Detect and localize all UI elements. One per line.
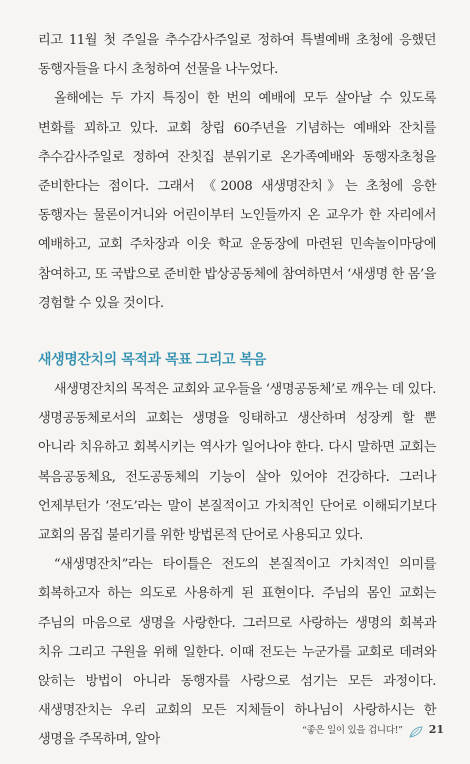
footer-tagline: “좋은 일이 있을 겁니다!” (302, 725, 403, 736)
body-paragraph: 올해에는 두 가지 특징이 한 번의 예배에 모두 살아날 수 있도록 변화를 꾀하고 있다. 교회 창립 60주년을 기념하는 예배와 잔치를 추수감사주일로 정하여 잔칫집 분위기로 온가족예배와 동행자초청을 준비한다는 점이다. 그래서 《2008 새생명잔치》는 초청에 응한 동행자는 물론이거니와 어린이부터 노인들까지 온 교우가 한 자리에서 예배하고, 교회 주차장과 이웃 학교 운동장에 마련된 민속놀이마당에 참여하고, 또 국밥으로 준비한 밥상공동체에 참여하면서 ‘새생명 한 몸’을 경험할 수 있을 것이다. (38, 91, 436, 311)
page-number: 21 (428, 722, 444, 736)
leaf-icon (409, 723, 423, 735)
body-paragraph: 새생명잔치의 목적은 교회와 교우들을 ‘생명공동체’로 깨우는 데 있다. 생명공동체로서의 교회는 생명을 잉태하고 생산하며 성장케 할 뿐 아니라 치유하고 회복시키는 역사가 일어나야 한다. 다시 말하면 교회는 복음공동체요, 전도공동체의 기능이 살아 있어야 건강하다. 그러나 언제부턴가 ‘전도’라는 말이 본질적이고 가치적인 단어로 이해되기보다 교회의 몸집 불리기를 위한 방법론적 단어로 사용되고 있다. (38, 382, 436, 544)
body-paragraph: 리고 11월 첫 주일을 추수감사주일로 정하여 특별예배 초청에 응했던 동행자들을 다시 초청하여 선물을 나누었다. (38, 33, 436, 78)
body-paragraph: “새생명잔치”라는 타이틀은 전도의 본질적이고 가치적인 의미를 회복하고자 하는 의도로 사용하게 된 표현이다. 주님의 몸인 교회는 주님의 마음으로 생명을 사랑한다. 그러므로 사랑하는 생명의 회복과 치유 그리고 구원을 위해 일한다. 이때 전도는 누군가를 교회로 데려와 앉히는 방법이 아니라 동행자를 사랑으로 섬기는 모든 과정이다. 새생명잔치는 우리 교회의 모든 지체들이 하나님이 사랑하시는 한 생명을 주목하며, 알아 (38, 557, 436, 748)
page-footer (302, 722, 444, 736)
section-heading: 새생명잔치의 목적과 목표 그리고 복음 (38, 352, 266, 369)
